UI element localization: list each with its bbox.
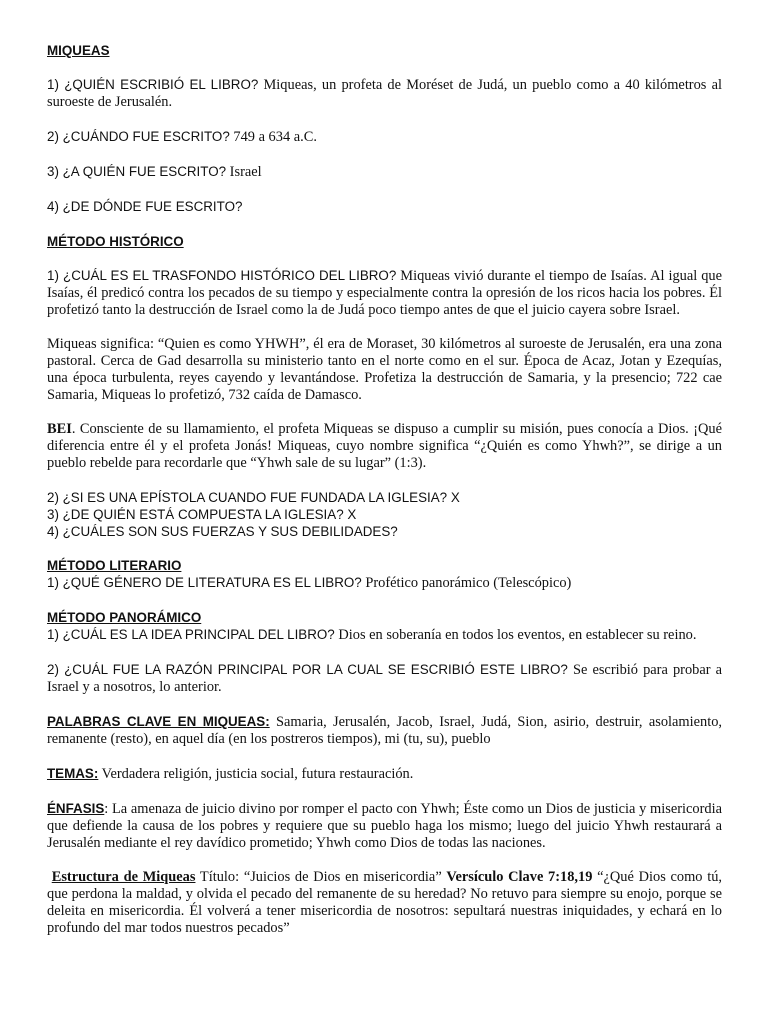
question-1-label: 1) ¿QUIÉN ESCRIBIÓ EL LIBRO? <box>47 77 259 92</box>
question-2 <box>47 128 722 146</box>
palabras-clave-text: Samaria, Jerusalén, Jacob, Israel, Judá, Sion, asirio, destruir, asolamiento, remanente (resto), en aquel día (en los postreros tiempos), mi (tu, su), pueblo <box>47 714 722 747</box>
question-3-answer: Israel <box>226 164 262 180</box>
question-1-answer: Miqueas, un profeta de Moréset de Judá, un pueblo como a 40 kilómetros al suroeste de Jerusalén. <box>47 77 722 110</box>
enfasis-text: : La amenaza de juicio divino por romper el pacto con Yhwh; Éste como un Dios de justicia y misericordia que defiende la causa de los pobres y requiere que su pueblo haga los mismo; luego del juicio Yhwh restaurará a Jerusalén mediante el rey davídico prometido; Yhwh como Dios de todas las naciones. <box>47 801 722 851</box>
historico-significado: Miqueas significa: “Quien es como YHWH”, él era de Moraset, 30 kilómetros al suroeste de Jerusalén, era una zona pastoral. Cerca de Gad desarrolla su ministerio tanto en el norte como en el sur. Época de Acaz, Jotan y Ezequías, una época turbulenta, reyes cayendo y levantándose. Profetiza la destrucción de Samaria, y la presencio; 722 cae Samaria, Miqueas lo profetizó, 732 caída de Damasco. <box>47 336 722 403</box>
question-4 <box>47 198 722 216</box>
historico-question-1 <box>47 267 722 319</box>
historico-question-1-answer: Miqueas vivió durante el tiempo de Isaías. Al igual que Isaías, él predicó contra los pecados de su tiempo y especialmente contra la opresión de los ricos hacia los pobres. Él profetizó tanto la destrucción de Israel como la de Judá poco tiempo antes de que el juicio cayera sobre Israel. <box>47 268 723 318</box>
enfasis-label: ÉNFASIS <box>47 801 105 816</box>
temas-label: TEMAS: <box>47 766 99 781</box>
estructura-title: Título: “Juicios de Dios en misericordia” <box>195 869 447 885</box>
bei-label: BEI <box>47 421 72 437</box>
panoramico-question-2-answer: Se escribió para probar a Israel y a nosotros, lo anterior. <box>47 662 723 695</box>
panoramico-heading: MÉTODO PANORÁMICO <box>47 610 202 625</box>
historico-bei <box>47 421 722 472</box>
literario-question-1-label: 1) ¿QUÉ GÉNERO DE LITERATURA ES EL LIBRO? <box>47 575 362 590</box>
panoramico-question-1 <box>47 626 722 644</box>
versiculo-clave-text: “¿Qué Dios como tú, que perdona la maldad, y olvida el pecado del remanente de su heredad? No retuvo para siempre su enojo, porque se deleita en misericordia. Él volverá a tener misericordia de nosotros: sepultará nuestras iniquidades, y echará en lo profundo del mar todos nuestros pecados” <box>47 869 722 936</box>
palabras-clave <box>47 713 722 748</box>
temas <box>47 765 722 783</box>
historico-question-1-label: 1) ¿CUÁL ES EL TRASFONDO HISTÓRICO DEL LIBRO? <box>47 268 397 283</box>
historico-question-3: 3) ¿DE QUIÉN ESTÁ COMPUESTA LA IGLESIA? X <box>47 507 357 522</box>
versiculo-clave-label: Versículo Clave 7:18,19 <box>446 869 593 885</box>
historico-question-2: 2) ¿SI ES UNA EPÍSTOLA CUANDO FUE FUNDADA LA IGLESIA? X <box>47 490 460 505</box>
panoramico-question-1-label: 1) ¿CUÁL ES LA IDEA PRINCIPAL DEL LIBRO? <box>47 627 335 642</box>
enfasis <box>47 800 722 852</box>
question-2-label: 2) ¿CUÁNDO FUE ESCRITO? <box>47 129 230 144</box>
literario-question-1-answer: Profético panorámico (Telescópico) <box>361 575 572 591</box>
document-page <box>47 42 722 954</box>
question-3-label: 3) ¿A QUIÉN FUE ESCRITO? <box>47 164 227 179</box>
estructura-label: Estructura de Miqueas <box>51 869 196 885</box>
document-title: MIQUEAS <box>47 43 110 58</box>
panoramico-question-2-label: 2) ¿CUÁL FUE LA RAZÓN PRINCIPAL POR LA CUAL SE ESCRIBIÓ ESTE LIBRO? <box>47 662 568 677</box>
historico-heading: MÉTODO HISTÓRICO <box>47 234 184 249</box>
panoramico-question-2 <box>47 661 722 696</box>
question-3 <box>47 163 722 181</box>
panoramico-question-1-answer: Dios en soberanía en todos los eventos, en establecer su reino. <box>334 627 697 643</box>
estructura <box>47 869 722 937</box>
literario-heading: MÉTODO LITERARIO <box>47 558 182 573</box>
question-1 <box>47 76 722 111</box>
literario-question-1 <box>47 574 722 592</box>
question-4-label: 4) ¿DE DÓNDE FUE ESCRITO? <box>47 199 243 214</box>
palabras-clave-label: PALABRAS CLAVE EN MIQUEAS: <box>47 714 270 729</box>
question-2-answer: 749 a 634 a.C. <box>229 129 317 145</box>
bei-text: . Consciente de su llamamiento, el profeta Miqueas se dispuso a cumplir su misión, pues conocía a Dios. ¡Qué diferencia entre él y el profeta Jonás! Miqueas, cuyo nombre significa “¿Quién es como Yhwh?”, se dirige a un pueblo rebelde para recordarle que “Yhwh sale de su lugar” (1:3). <box>47 421 722 471</box>
temas-text: Verdadera religión, justicia social, futura restauración. <box>98 766 414 782</box>
historico-question-4: 4) ¿CUÁLES SON SUS FUERZAS Y SUS DEBILIDADES? <box>47 524 398 539</box>
